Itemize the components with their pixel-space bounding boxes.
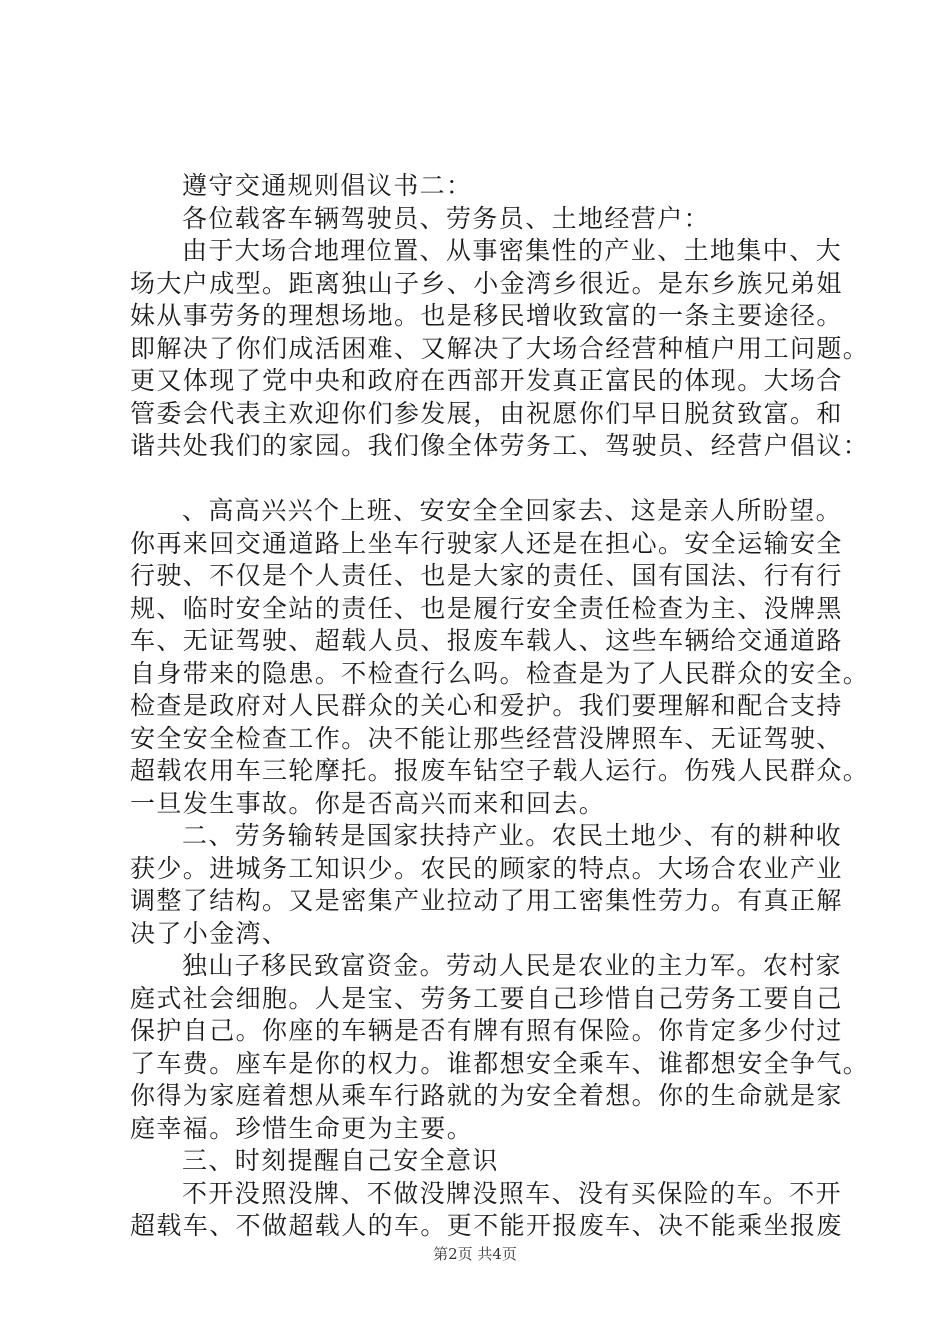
paragraph-line: 管委会代表主欢迎你们参发展，由祝愿你们早日脱贫致富。和 <box>130 398 843 428</box>
paragraph-line: 不开没照没牌、不做没牌没照车、没有买保险的车。不开 <box>182 1178 843 1208</box>
blank-line <box>130 463 830 496</box>
paragraph-line: 行驶、不仅是个人责任、也是大家的责任、国有国法、行有行 <box>130 561 843 590</box>
paragraph-line: 你得为家庭着想从乘车行路就的为安全着想。你的生命就是家 <box>130 1081 843 1110</box>
paragraph-line: 一旦发生事故。你是否高兴而来和回去。 <box>130 788 606 818</box>
salutation-line: 各位载客车辆驾驶员、劳务员、土地经营户： <box>182 203 711 233</box>
document-body <box>130 170 870 1243</box>
page-number-footer: 第2页 共4页 <box>433 1245 517 1263</box>
paragraph-line: 了车费。座车是你的权力。谁都想安全乘车、谁都想安全争气。 <box>130 1048 870 1078</box>
paragraph-line: 你再来回交通道路上坐车行驶家人还是在担心。安全运输安全 <box>130 528 843 558</box>
paragraph-line: 安全安全检查工作。决不能让那些经营没牌照车、无证驾驶、 <box>130 723 843 753</box>
paragraph-line: 检查是政府对人民群众的关心和爱护。我们要理解和配合支持 <box>130 691 843 720</box>
paragraph-line: 独山子移民致富资金。劳动人民是农业的主力军。农村家 <box>182 951 843 980</box>
paragraph-line: 场大户成型。距离独山子乡、小金湾乡很近。是东乡族兄弟姐 <box>130 268 843 298</box>
section-two-line: 二、劳务输转是国家扶持产业。农民土地少、有的耕种收 <box>182 821 843 850</box>
paragraph-line: 妹从事劳务的理想场地。也是移民增收致富的一条主要途径。 <box>130 301 843 330</box>
paragraph-line: 自身带来的隐患。不检查行么吗。检查是为了人民群众的安全。 <box>130 658 870 688</box>
section-three-heading: 三、时刻提醒自己安全意识 <box>182 1146 499 1175</box>
paragraph-line: 调整了结构。又是密集产业拉动了用工密集性劳力。有真正解 <box>130 886 843 915</box>
paragraph-line: 即解决了你们成活困难、又解决了大场合经营种植户用工问题。 <box>130 333 870 363</box>
paragraph-line: 决了小金湾、 <box>130 918 289 948</box>
paragraph-line: 谐共处我们的家园。我们像全体劳务工、驾驶员、经营户倡议： <box>130 431 870 460</box>
paragraph-line: 保护自己。你座的车辆是否有牌有照有保险。你肯定多少付过 <box>130 1016 843 1045</box>
paragraph-line: 超载农用车三轮摩托。报废车钻空子载人运行。伤残人民群众。 <box>130 756 870 785</box>
paragraph-line: 庭幸福。珍惜生命更为主要。 <box>130 1113 474 1143</box>
title-line: 遵守交通规则倡议书二： <box>182 171 473 200</box>
paragraph-line: 获少。进城务工知识少。农民的顾家的特点。大场合农业产业 <box>130 853 843 883</box>
paragraph-line: 庭式社会细胞。人是宝、劳务工要自己珍惜自己劳务工要自己 <box>130 983 843 1013</box>
paragraph-line: 由于大场合地理位置、从事密集性的产业、土地集中、大 <box>182 236 843 265</box>
paragraph-line: 规、临时安全站的责任、也是履行安全责任检查为主、没牌黑 <box>130 593 843 623</box>
paragraph-line: 车、无证驾驶、超载人员、报废车载人、这些车辆给交通道路 <box>130 626 843 655</box>
paragraph-line: 、高高兴兴个上班、安安全全回家去、这是亲人所盼望。 <box>182 496 843 525</box>
paragraph-line: 更又体现了党中央和政府在西部开发真正富民的体现。大场合 <box>130 366 843 395</box>
paragraph-line: 超载车、不做超载人的车。更不能开报废车、决不能乘坐报废 <box>130 1211 843 1240</box>
